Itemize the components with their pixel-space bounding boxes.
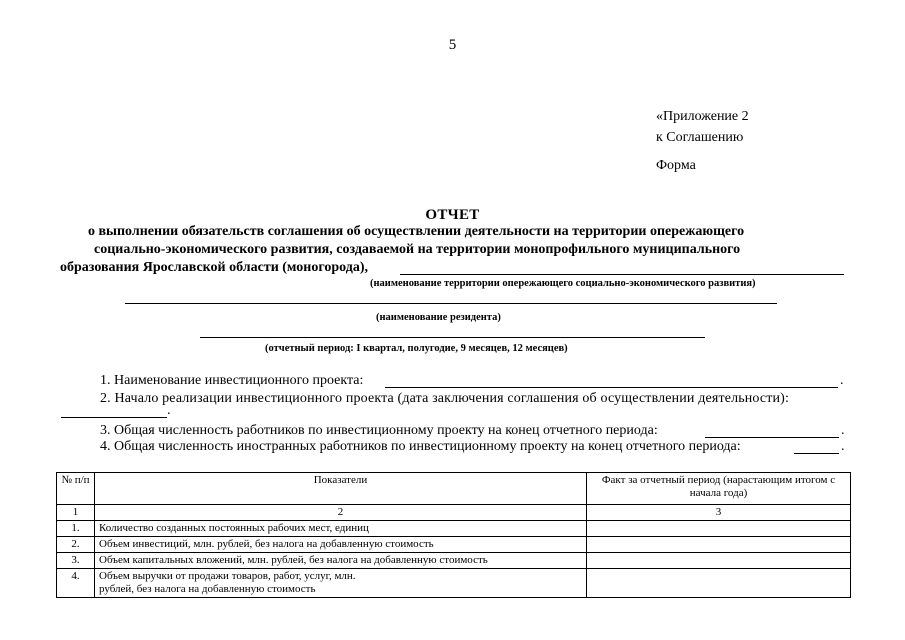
appendix-label <box>656 106 749 148</box>
item-1-end: . <box>840 373 844 388</box>
row-fact-value <box>587 569 851 598</box>
foreign-workers-blank <box>794 453 839 454</box>
row-number: 4. <box>57 569 95 598</box>
header-fact: Факт за отчетный период (нарастающим итогом с начала года) <box>587 473 851 505</box>
subtitle-line-1: о выполнении обязательств соглашения об осуществлении деятельности на территории опережающего <box>88 224 745 239</box>
item-workers-total: 3. Общая численность работников по инвестиционному проекту на конец отчетного периода: <box>100 423 658 438</box>
territory-blank-line <box>400 274 844 275</box>
workers-total-blank <box>705 437 839 438</box>
item-4-end: . <box>841 439 845 454</box>
row-fact-value <box>587 521 851 537</box>
row-number: 1. <box>57 521 95 537</box>
item-project-name: 1. Наименование инвестиционного проекта: <box>100 373 364 388</box>
appendix-line-1: «Приложение 2 <box>656 109 749 124</box>
row-indicator: Объем инвестиций, млн. рублей, без налога на добавленную стоимость <box>95 537 587 553</box>
start-date-blank <box>61 417 167 418</box>
form-label: Форма <box>656 158 696 173</box>
table-row <box>57 569 851 598</box>
project-name-blank <box>385 387 838 388</box>
territory-caption: (наименование территории опережающего социально-экономического развития) <box>370 278 756 289</box>
item-start-date: 2. Начало реализации инвестиционного проекта (дата заключения соглашения об осуществлении деятельности): <box>100 391 790 406</box>
report-title: ОТЧЕТ <box>425 207 480 223</box>
subtitle-line-2: социально-экономического развития, создаваемой на территории монопрофильного муниципального <box>94 242 741 257</box>
header-number: № п/п <box>57 473 95 505</box>
subtitle-line-3: образования Ярославской области (моногорода), <box>60 260 368 275</box>
item-foreign-workers: 4. Общая численность иностранных работников по инвестиционному проекту на конец отчетного периода: <box>100 439 741 454</box>
period-blank-line <box>200 337 705 338</box>
column-number-2: 2 <box>95 505 587 521</box>
column-number-1: 1 <box>57 505 95 521</box>
resident-caption: (наименование резидента) <box>376 312 501 323</box>
indicators-table <box>56 472 851 598</box>
page-number: 5 <box>448 37 457 53</box>
row-fact-value <box>587 553 851 569</box>
header-indicators: Показатели <box>95 473 587 505</box>
resident-blank-line <box>125 303 777 304</box>
table-header-row <box>57 473 851 505</box>
table-row <box>57 521 851 537</box>
appendix-line-2: к Соглашению <box>656 130 744 145</box>
table-row <box>57 537 851 553</box>
period-caption: (отчетный период: I квартал, полугодие, 9 месяцев, 12 месяцев) <box>265 343 568 354</box>
row-fact-value <box>587 537 851 553</box>
table-row <box>57 553 851 569</box>
row-number: 2. <box>57 537 95 553</box>
row-indicator: Количество созданных постоянных рабочих мест, единиц <box>95 521 587 537</box>
table-column-numbers-row <box>57 505 851 521</box>
column-number-3: 3 <box>587 505 851 521</box>
item-3-end: . <box>841 423 845 438</box>
row-indicator: Объем выручки от продажи товаров, работ, услуг, млн. рублей, без налога на добавленную стоимость <box>95 569 587 598</box>
row-indicator: Объем капитальных вложений, млн. рублей, без налога на добавленную стоимость <box>95 553 587 569</box>
item-2-end: . <box>167 403 171 418</box>
row-number: 3. <box>57 553 95 569</box>
